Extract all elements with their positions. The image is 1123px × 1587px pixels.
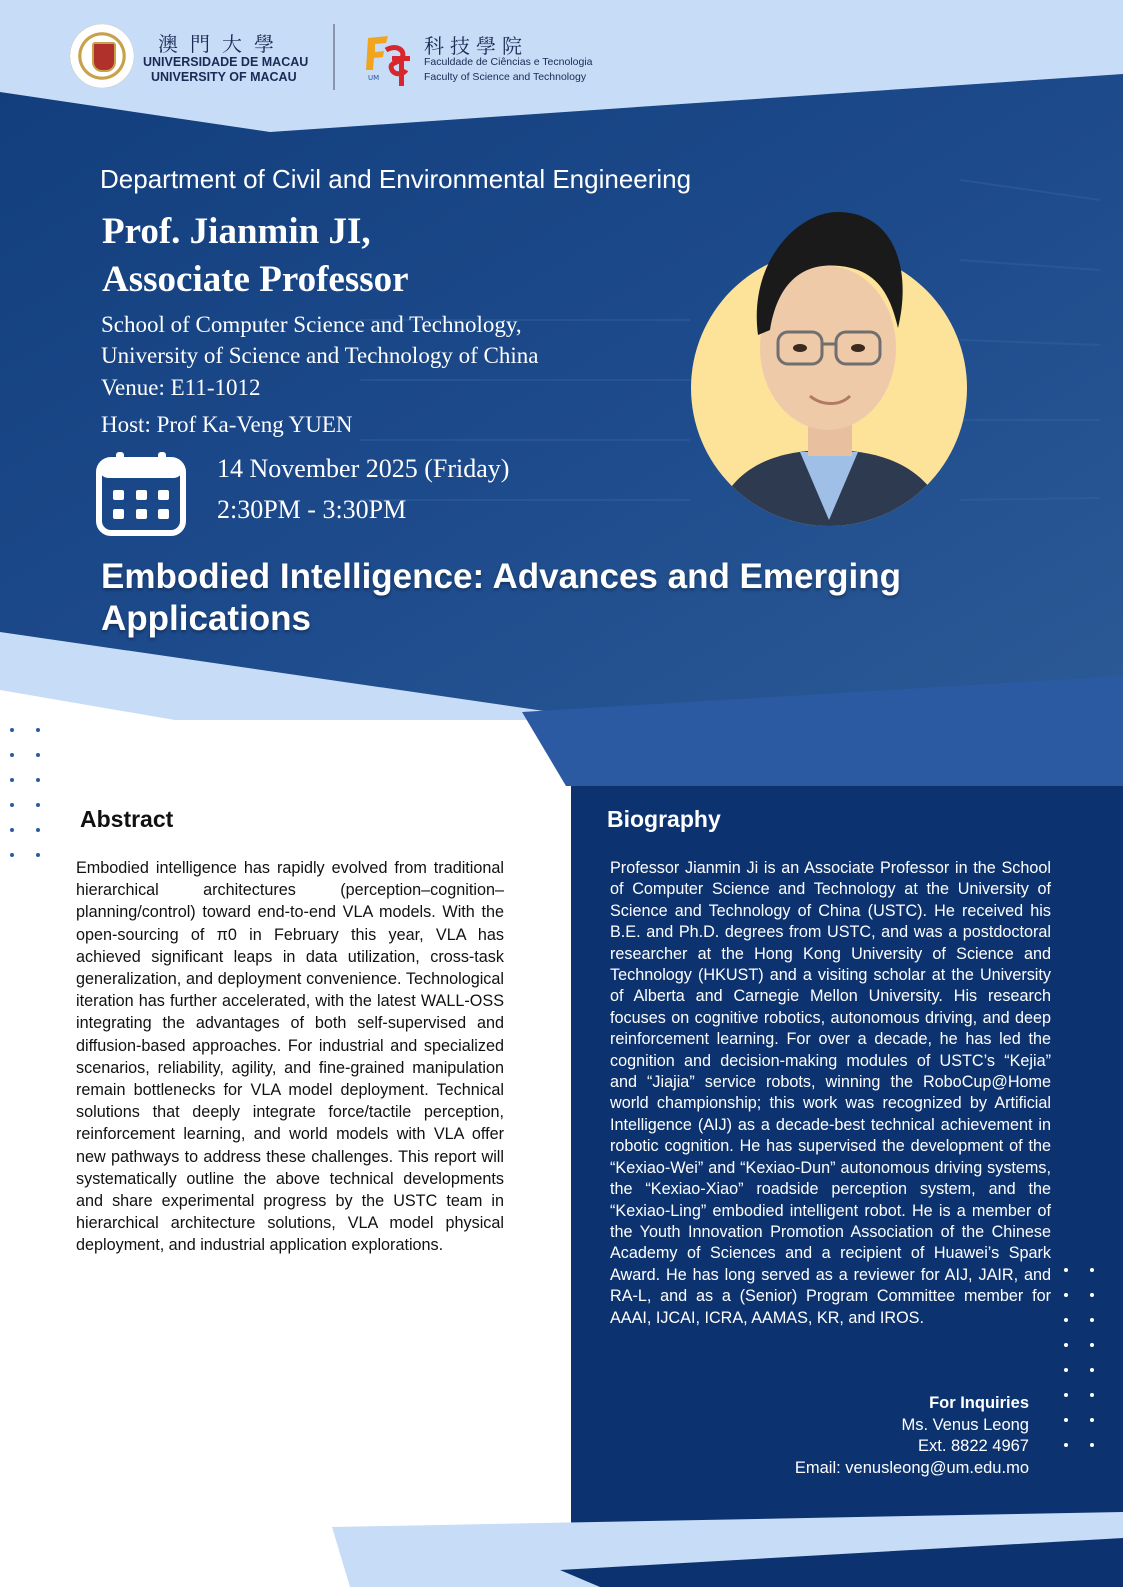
host: Host: Prof Ka-Veng YUEN — [101, 412, 353, 437]
fst-chinese-name: 科技學院 — [424, 34, 528, 58]
contact-email[interactable]: Email: venusleong@um.edu.mo — [794, 1458, 1029, 1477]
biography-heading: Biography — [607, 806, 721, 832]
department-name: Department of Civil and Environmental Engineering — [100, 164, 692, 194]
speaker-title-line: Associate Professor — [102, 259, 409, 300]
speaker-name — [102, 208, 409, 304]
calendar-icon — [96, 450, 186, 536]
logo-divider — [333, 24, 335, 90]
fst-logo-icon — [362, 30, 412, 88]
abstract-body: Embodied intelligence has rapidly evolved from traditional hierarchical architectures (perception–cognition–planning/control) toward end-to-end VLA models. With the open-sourcing of π0 in February this year, VLA has achieved significant leaps in data utilization, cross-task generalization, and deployment convenience. Technological iteration has further accelerated, with the latest WALL-OSS integrating the advantages of both self-supervised and diffusion-based approaches. For industrial and specialized scenarios, reliability, agility, and fine-grained manipulation remain bottlenecks for VLA model deployment. Technical solutions that deeply integrate force/tactile perception, reinforcement learning, and world models with VLA offer new pathways to address these challenges. This report will systematically outline the above technical developments and share experimental progress by the USTC team in hierarchical architecture solutions, VLA model physical deployment, and industrial application explorations. — [76, 859, 504, 1255]
speaker-name-line: Prof. Jianmin JI, — [102, 211, 371, 252]
fst-english-name: Faculty of Science and Technology — [424, 71, 587, 83]
affiliation-line-1: School of Computer Science and Technology, — [101, 312, 522, 337]
um-english-name: UNIVERSITY OF MACAU — [151, 70, 297, 84]
talk-title: Embodied Intelligence: Advances and Emerging Applications — [101, 557, 901, 638]
um-chinese-name: 澳門大學 — [158, 32, 286, 56]
dot-pattern-left — [10, 728, 50, 863]
dot-pattern-right — [1064, 1268, 1104, 1468]
speaker-portrait — [690, 200, 970, 540]
speaker-affiliation — [101, 309, 538, 371]
contact-name: Ms. Venus Leong — [901, 1415, 1029, 1434]
um-seal-icon — [70, 24, 134, 88]
event-date: 14 November 2025 (Friday) — [217, 454, 510, 483]
abstract-heading: Abstract — [80, 806, 174, 832]
fst-portuguese-name: Faculdade de Ciências e Tecnologia — [424, 56, 593, 68]
um-portuguese-name: UNIVERSIDADE DE MACAU — [143, 55, 309, 69]
inquiries-title: For Inquiries — [929, 1394, 1029, 1412]
affiliation-line-2: University of Science and Technology of China — [101, 343, 539, 368]
svg-text:UM: UM — [368, 74, 380, 82]
event-time: 2:30PM - 3:30PM — [217, 495, 407, 524]
contact-extension: Ext. 8822 4967 — [917, 1437, 1029, 1455]
biography-body: Professor Jianmin Ji is an Associate Professor in the School of Computer Science and Technology at the University of Science and Technology of China (USTC). He received his B.E. and Ph.D. degrees from USTC, and was a postdoctoral researcher at the Hong Kong University of Science and Technology (HKUST) and a visiting scholar at the University of Alberta and Carnegie Mellon University. His research focuses on cognitive robotics, autonomous driving, and deep reinforcement learning. For over a decade, he has led the cognition and decision-making modules of USTC’s “Kejia” and “Jiajia” service robots, winning the RoboCup@Home world championship; this work was recognized by Artificial Intelligence (AIJ) as a decade-best technical achievement in robotic cognition. He has supervised the development of the “Kexiao-Wei” and “Kexiao-Dun” autonomous driving systems, the “Kexiao-Xiao” roadside perception system, and the “Kexiao-Ling” embodied intelligent robot. He is a member of the Youth Innovation Promotion Association of the Chinese Academy of Sciences and a recipient of Huawei’s Spark Award. He has long served as a reviewer for AIJ, JAIR, and RA-L, and as a (Senior) Program Committee member for AAAI, IJCAI, ICRA, AAMAS, KR, and IROS. — [610, 859, 1051, 1327]
venue: Venue: E11-1012 — [101, 375, 261, 400]
inquiries-block — [760, 1393, 1029, 1479]
